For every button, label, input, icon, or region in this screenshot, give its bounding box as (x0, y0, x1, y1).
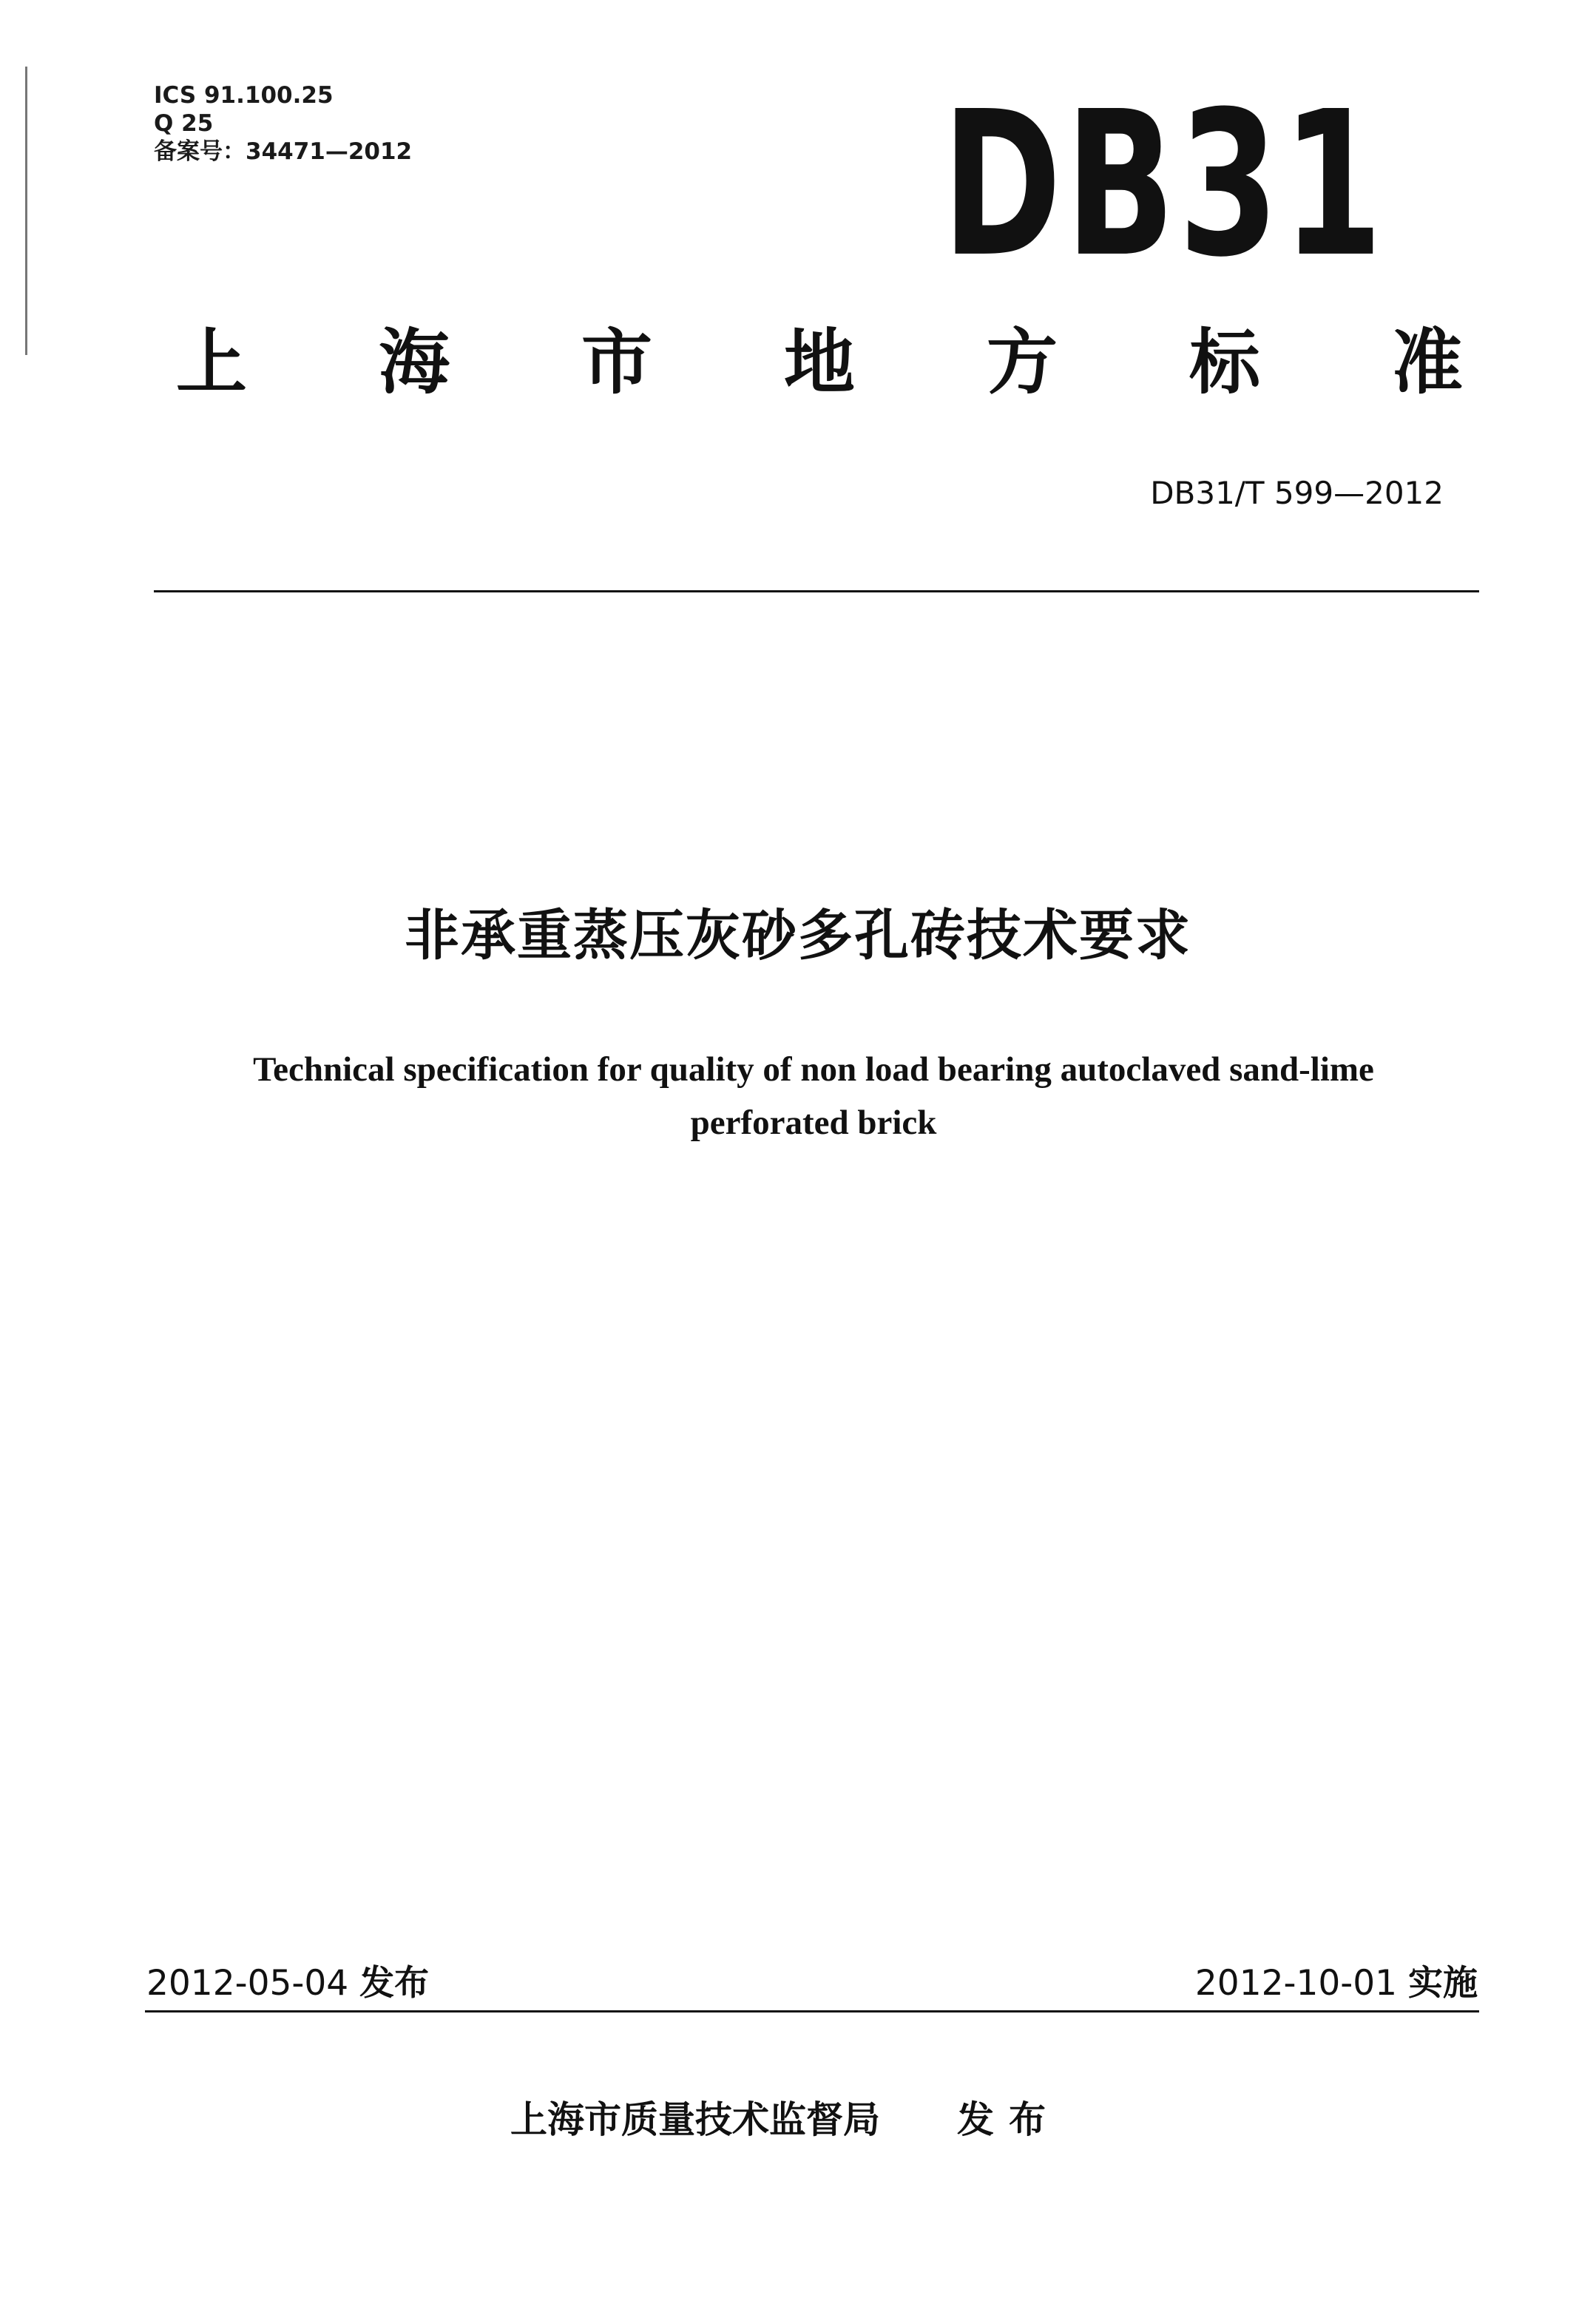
db31-logo (941, 68, 1387, 301)
date-row (146, 1963, 1478, 2004)
effective-date: 2012-10-01 (1194, 1963, 1398, 2004)
standard-type-char: 海 (379, 321, 450, 404)
chinese-title: 非承重蒸压灰砂多孔砖技术要求 (405, 904, 1191, 967)
english-title-line-2: perforated brick (690, 1104, 937, 1142)
scan-margin-line (25, 67, 27, 355)
standard-type-char: 方 (987, 321, 1058, 404)
standard-type-char: 地 (784, 321, 855, 404)
standard-type-heading (176, 321, 1463, 404)
publisher-issued-label: 发布 (957, 2098, 1061, 2141)
standard-number: DB31/T 599—2012 (1150, 475, 1444, 511)
effective-date-group (1195, 1963, 1478, 2004)
publisher-name: 上海市质量技术监督局 (510, 2098, 880, 2141)
standard-type-char: 市 (581, 321, 652, 404)
publish-label: 发布 (359, 1963, 430, 2004)
english-title (192, 1043, 1435, 1149)
publisher-line (510, 2098, 1061, 2142)
category-code: Q 25 (154, 110, 214, 137)
standard-type-char: 准 (1392, 321, 1463, 404)
standard-type-char: 上 (176, 321, 247, 404)
effective-label: 实施 (1408, 1963, 1478, 2004)
publish-date: 2012-05-04 (146, 1963, 349, 2004)
record-number: 备案号：34471—2012 (154, 138, 413, 165)
publish-date-group (146, 1963, 429, 2004)
ics-code: ICS 91.100.25 (154, 82, 334, 109)
standard-type-char: 标 (1189, 321, 1260, 404)
top-divider (154, 590, 1479, 592)
bottom-divider (145, 2010, 1479, 2012)
english-title-line-1: Technical specification for quality of non load bearing autoclaved sand-lime (253, 1050, 1374, 1089)
db31-logo-text: DB31 (941, 68, 1387, 301)
standard-metadata (154, 81, 412, 166)
